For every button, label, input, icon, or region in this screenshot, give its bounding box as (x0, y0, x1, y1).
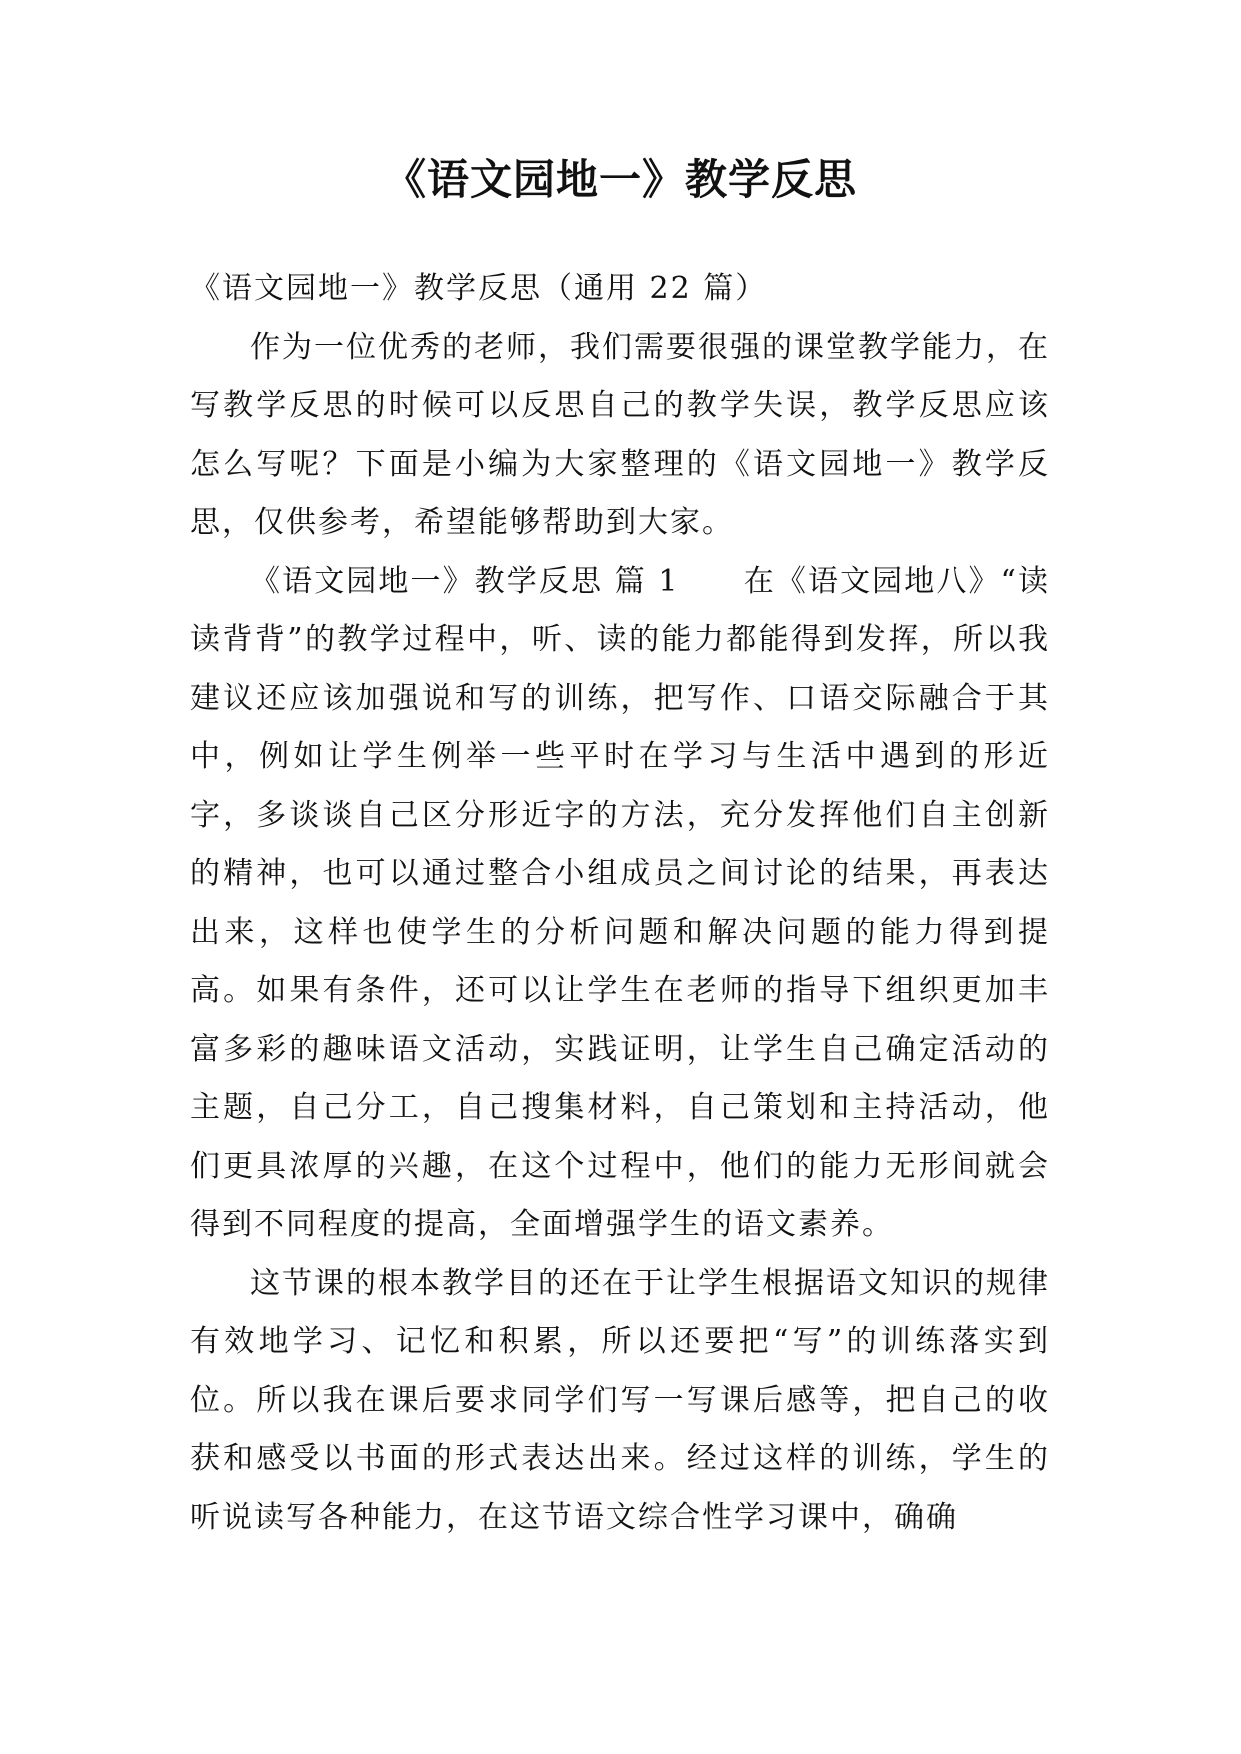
document-subtitle: 《语文园地一》教学反思（通用 22 篇） (190, 271, 768, 306)
section-1-paragraph-continued: 这节课的根本教学目的还在于让学生根据语文知识的规律有效地学习、记忆和积累，所以还要把“写”的训练落实到位。所以我在课后要求同学们写一写课后感等，把自己的收获和感受以书面的形式表达出来。经过这样的训练，学生的听说读写各种能力，在这节语文综合性学习课中，确确 (190, 1265, 1050, 1535)
section-1-paragraph: 《语文园地一》教学反思 篇 1 在《语文园地八》“读读背背”的教学过程中，听、读的能力都能得到发挥，所以我建议还应该加强说和写的训练，把写作、口语交际融合于其中，例如让学生例举一些平时在学习与生活中遇到的形近字，多谈谈自己区分形近字的方法，充分发挥他们自主创新的精神，也可以通过整合小组成员之间讨论的结果，再表达出来，这样也使学生的分析问题和解决问题的能力得到提高。如果有条件，还可以让学生在老师的指导下组织更加丰富多彩的趣味语文活动，实践证明，让学生自己确定活动的主题，自己分工，自己搜集材料，自己策划和主持活动，他们更具浓厚的兴趣，在这个过程中，他们的能力无形间就会得到不同程度的提高，全面增强学生的语文素养。 (190, 563, 1050, 1242)
document-body (190, 260, 1050, 1547)
intro-paragraph: 作为一位优秀的老师，我们需要很强的课堂教学能力，在写教学反思的时候可以反思自己的教学失误，教学反思应该怎么写呢？下面是小编为大家整理的《语文园地一》教学反思，仅供参考，希望能够帮助到大家。 (190, 329, 1050, 540)
document-title: 《语文园地一》教学反思 (383, 155, 857, 204)
